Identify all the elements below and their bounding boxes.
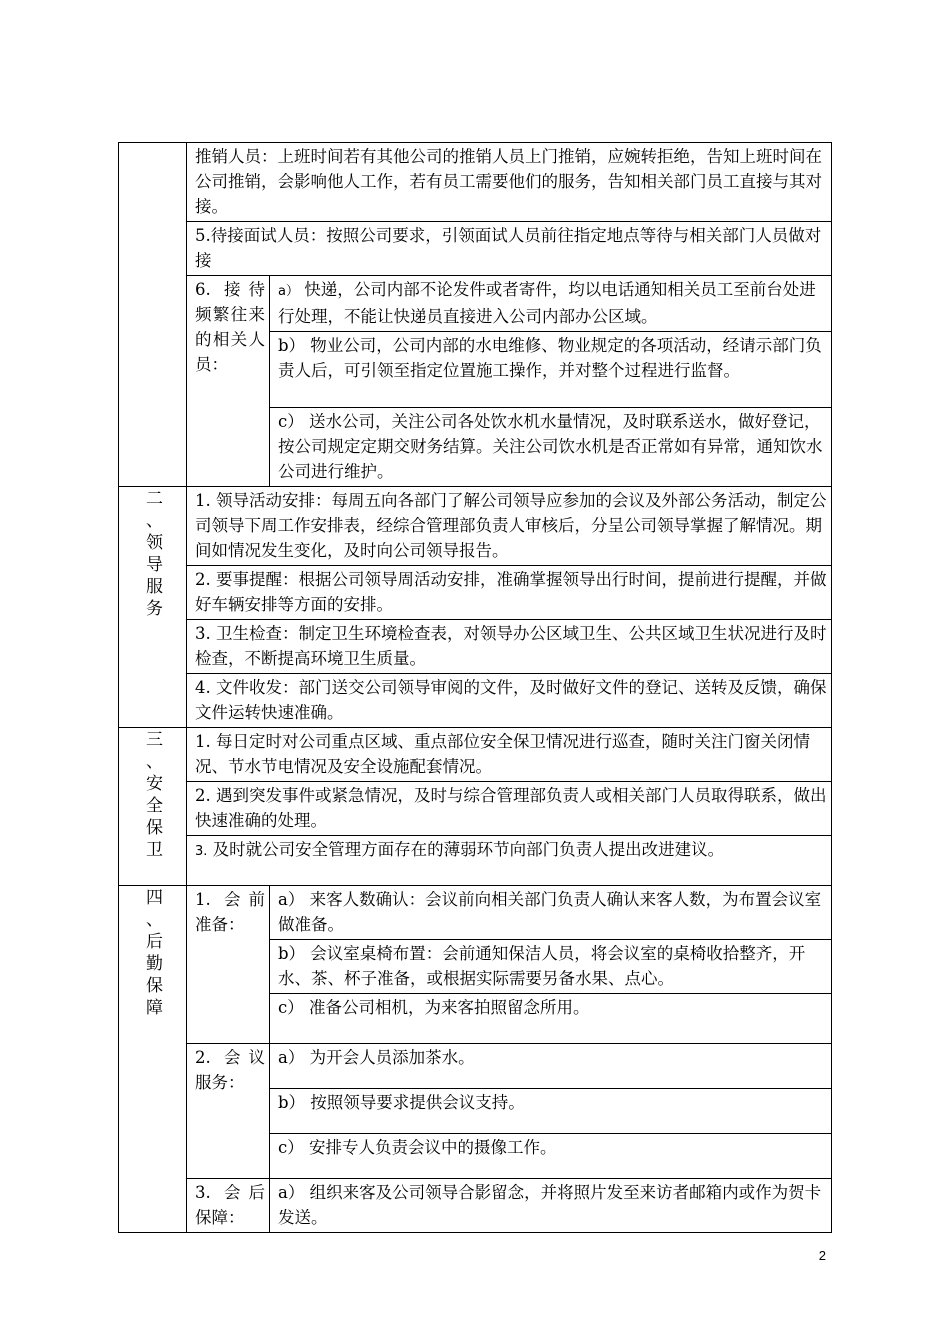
- property-rule: b） 物业公司，公司内部的水电维修、物业规定的各项活动，经请示部门负责人后，可引领至指定位置施工操作，并对整个过程进行监督。: [270, 332, 832, 408]
- table-row: [119, 222, 832, 276]
- table-row: [119, 886, 832, 940]
- section-title-logistics: 四 、 后 勤 保 障: [119, 886, 187, 1233]
- promoter-rule: 推销人员：上班时间若有其他公司的推销人员上门推销，应婉转拒绝，告知上班时间在公司推销，会影响他人工作，若有员工需要他们的服务，告知相关部门员工直接与其对接。: [187, 143, 832, 222]
- page-number: 2: [818, 1248, 826, 1263]
- meeting-service-item: b） 按照领导要求提供会议支持。: [270, 1089, 832, 1134]
- meeting-service-item: c） 安排专人负责会议中的摄像工作。: [270, 1134, 832, 1179]
- section-title-leader-service: 二 、 领 导 服 务: [119, 487, 187, 728]
- table-row: [119, 1179, 832, 1233]
- leader-service-item: 2. 要事提醒：根据公司领导周活动安排，准确掌握领导出行时间，提前进行提醒，并做好车辆安排等方面的安排。: [187, 566, 832, 620]
- table-row: [119, 276, 832, 332]
- section-title-cell-empty: [119, 143, 187, 487]
- table-row: [119, 782, 832, 836]
- table-row: [119, 674, 832, 728]
- table-row: [119, 143, 832, 222]
- leader-service-item: 1. 领导活动安排：每周五向各部门了解公司领导应参加的会议及外部公务活动，制定公司领导下周工作安排表，经综合管理部负责人审核后，分呈公司领导掌握了解情况。期间如情况发生变化，及时向公司领导报告。: [187, 487, 832, 566]
- interviewee-rule: 5.待接面试人员：按照公司要求，引领面试人员前往指定地点等待与相关部门人员做对接: [187, 222, 832, 276]
- security-item: 1. 每日定时对公司重点区域、重点部位安全保卫情况进行巡查，随时关注门窗关闭情况、节水节电情况及安全设施配套情况。: [187, 728, 832, 782]
- item-marker: a）: [278, 284, 299, 299]
- frequent-visitors-label: 6. 接待频繁往来的相关人员：: [187, 276, 270, 487]
- pre-meeting-label: 1. 会前准备：: [187, 886, 270, 1044]
- post-meeting-label: 3. 会后保障：: [187, 1179, 270, 1233]
- table-row: [119, 487, 832, 566]
- table-row: [119, 566, 832, 620]
- section-title-security: 三 、 安 全 保 卫: [119, 728, 187, 886]
- courier-rule: a） 快递，公司内部不论发件或者寄件，均以电话通知相关员工至前台处进行处理，不能让快递员直接进入公司内部办公区域。: [270, 276, 832, 332]
- leader-service-item: 3. 卫生检查：制定卫生环境检查表，对领导办公区域卫生、公共区域卫生状况进行及时检查，不断提高环境卫生质量。: [187, 620, 832, 674]
- security-item: 2. 遇到突发事件或紧急情况，及时与综合管理部负责人或相关部门人员取得联系，做出快速准确的处理。: [187, 782, 832, 836]
- security-item: 3. 及时就公司安全管理方面存在的薄弱环节向部门负责人提出改进建议。: [187, 836, 832, 886]
- pre-meeting-item: a） 来客人数确认：会议前向相关部门负责人确认来客人数，为布置会议室做准备。: [270, 886, 832, 940]
- item-marker: 3.: [195, 844, 208, 859]
- table-row: [119, 728, 832, 782]
- table-row: [119, 620, 832, 674]
- leader-service-item: 4. 文件收发：部门送交公司领导审阅的文件，及时做好文件的登记、送转及反馈，确保文件运转快速准确。: [187, 674, 832, 728]
- table-row: [119, 836, 832, 886]
- duty-table: [118, 142, 832, 1233]
- post-meeting-item: a） 组织来客及公司领导合影留念，并将照片发至来访者邮箱内或作为贺卡发送。: [270, 1179, 832, 1233]
- pre-meeting-item: b） 会议室桌椅布置：会前通知保洁人员，将会议室的桌椅收拾整齐，开水、茶、杯子准备，或根据实际需要另备水果、点心。: [270, 940, 832, 994]
- pre-meeting-item: c） 准备公司相机，为来客拍照留念所用。: [270, 994, 832, 1044]
- meeting-service-item: a） 为开会人员添加茶水。: [270, 1044, 832, 1089]
- water-rule: c） 送水公司，关注公司各处饮水机水量情况，及时联系送水，做好登记，按公司规定定期交财务结算。关注公司饮水机是否正常如有异常，通知饮水公司进行维护。: [270, 408, 832, 487]
- table-row: [119, 1044, 832, 1089]
- meeting-service-label: 2. 会议服务：: [187, 1044, 270, 1179]
